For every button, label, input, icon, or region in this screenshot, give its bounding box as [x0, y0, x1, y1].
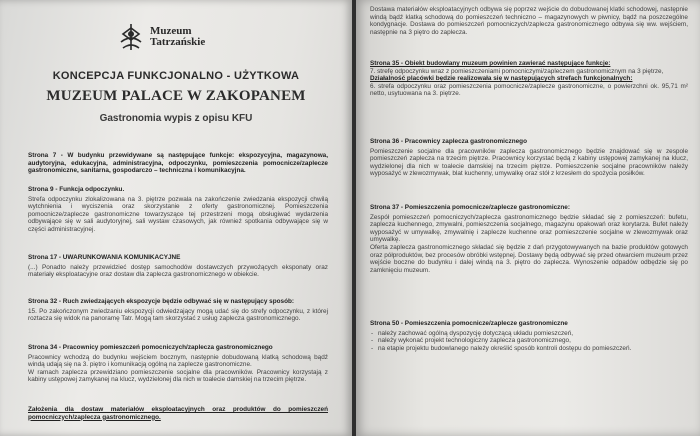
section-heading: Założenia dla dostaw materiałów eksploatacyjnych oraz produktów do pomieszczeń pomocniczych/zaplecza gastronomicznego.	[28, 406, 328, 421]
museum-logo	[118, 22, 205, 52]
section-strona-36	[370, 138, 688, 178]
list-item: - należy wykonać projekt technologiczny zaplecza gastronomicznego,	[378, 337, 688, 345]
section-paragraph: W ramach zaplecza przewidziano pomieszczenie socjalne dla pracowników. Pracownicy korzystają z kabiny ustępowej zamykanej na klucz, wydzielonej dla nich w toalecie damskiej na trzecim piętrze.	[28, 368, 328, 384]
section-heading: Strona 9 - Funkcja odpoczynku.	[28, 186, 125, 193]
document-title-line-1: KONCEPCJA FUNKCJONALNO - UŻYTKOWA	[52, 70, 300, 82]
section-dostawy-continued	[370, 6, 688, 36]
section-heading: Strona 17 - UWARUNKOWANIA KOMUNIKACYJNE	[28, 254, 181, 261]
section-paragraph: 6. strefa odpoczynku oraz pomieszczenia pomocnicze/zaplecze gastronomiczne, o powierzchni ok. 95,71 m² netto, usytuowana na 3. piętrze.	[370, 82, 688, 98]
section-paragraph: Zespół pomieszczeń pomocniczych/zaplecza gastronomicznego będzie składać się z pomieszczeń: bufetu, zaplecza kuchennego, zmywalni, pomieszczenia socjalnego, magazynu opakowań oraz korytarza. Bufet należy wyposażyć w umywalkę, zmywalnię i zaplecze kuchenne oraz pomieszczenie socjalne w zlewozmywak oraz umywalkę.	[370, 213, 688, 244]
logo-emblem-icon	[118, 22, 144, 52]
section-heading: Strona 32 - Ruch zwiedzających ekspozycje będzie odbywać się w następujący sposób:	[28, 298, 295, 305]
section-strona-34	[28, 344, 328, 384]
logo-line-1: Muzeum	[150, 25, 192, 37]
section-heading: Strona 7 - W budynku przewidywane są następujące funkcje: ekspozycyjna, magazynowa, audytoryjna, edukacyjna, administracyjna, odpoczynku, pomieszczenia pomocnicze/zaplecze gastronomiczne, sanitarna, gospodarczo – techniczna i komunikacyjna.	[28, 152, 328, 175]
section-strona-50	[370, 320, 688, 352]
section-paragraph: Pomieszczenie socjalne dla pracowników zaplecza gastronomicznego będzie znajdować się w zespole pomieszczeń zaplecza na trzecim piętrze. Pracownicy korzystać będą z kabiny ustępowej zamykanej na klucz, wydzielonej dla nich w toalecie damskiej na trzecim piętrze. Pomieszczenie socjalne pracowników należy wyposażyć w zlewozmywak, blat kuchenny, umywalkę oraz stół z krzesłem do spożycia posiłków.	[370, 147, 688, 178]
logo-line-2: Tatrzańskie	[150, 36, 206, 48]
section-heading: Strona 37 - Pomieszczenia pomocnicze/zaplecze gastronomiczne:	[370, 204, 570, 211]
section-paragraph: (...) Ponadto należy przewidzieć dostęp samochodów dostawczych przywożących eksponaty oraz materiały eksploatacyjne oraz dostaw dla zaplecza gastronomicznego w obiekcie.	[28, 263, 328, 279]
section-strona-9	[28, 186, 328, 234]
section-paragraph: 7. strefę odpoczynku wraz z pomieszczeniami pomocniczymi/zapleczem gastronomicznym na 3 piętrze,	[370, 67, 664, 75]
section-subheading: Działalność placówki będzie realizowała się w następujących strefach funkcjonalnych:	[370, 75, 633, 83]
section-paragraph: Oferta zaplecza gastronomicznego składać się będzie z dań przygotowywanych na bazie produktów gotowych oraz półproduktów, bez procesów obróbki wstępnej. Dostawy będą odbywać się przed otwarciem muzeum przez wejście boczne do budynku i dalej windą na 3. piętro do zaplecza. Wynoszenie odpadów odbędzie się po zamknięciu muzeum.	[370, 243, 688, 274]
section-strona-32	[28, 298, 328, 323]
section-heading: Strona 50 - Pomieszczenia pomocnicze/zaplecze gastronomiczne	[370, 320, 568, 327]
section-paragraph: Strefa odpoczynku zlokalizowana na 3. piętrze pozwala na zakończenie zwiedzania ekspozycji chwilą wytchnienia i wyciszenia oraz skorzystanie z oferty gastronomicznej. Pomieszczenia pomocnicze/zaplecze gastronomiczne towarzyszące tej przestrzeni mogą obsługiwać wydarzenia odbywające się w sali audytoryjnej, sali wystaw czasowych, jak również spotkania odbywające się w części administracyjnej.	[28, 195, 328, 233]
section-strona-17	[28, 254, 328, 279]
section-strona-35	[370, 60, 688, 98]
right-page	[356, 0, 700, 436]
section-heading: Strona 35 - Obiekt budowlany muzeum powinien zawierać następujące funkcje:	[370, 60, 611, 67]
list-item: - należy zachować ogólną dyspozycję dotyczącą układu pomieszczeń,	[378, 330, 688, 338]
section-strona-37	[370, 204, 688, 274]
document-title-line-2: MUZEUM PALACE W ZAKOPANEM	[46, 88, 306, 104]
section-paragraph: 15. Po zakończonym zwiedzaniu ekspozycji odwiedzający mogą udać się do strefy odpoczynku, z której roztacza się widok na panoramę Tatr. Mogą tam skorzystać z usług zaplecza gastronomicznego.	[28, 307, 328, 323]
section-dostawy-heading	[28, 406, 328, 421]
section-paragraph: Pracownicy wchodzą do budynku wejściem bocznym, następnie dobudowaną klatką schodową bądź windą udają się na 3. piętro i komunikacją ogólną na zaplecze gastronomiczne.	[28, 353, 328, 369]
section-heading: Strona 34 - Pracownicy pomieszczeń pomocniczych/zaplecza gastronomicznego	[28, 344, 273, 351]
section-strona-7	[28, 152, 328, 177]
document-subtitle: Gastronomia wypis z opisu KFU	[99, 113, 253, 124]
section-paragraph: Dostawa materiałów eksploatacyjnych odbywa się poprzez wejście do dobudowanej klatki schodowej, następnie windą bądź klatką schodową do pomieszczeń techniczno – magazynowych w piwnicy, bądź na poszczególne kondygnacje. Dostawa do pomieszczeń pomocniczych/zaplecza gastronomicznego odbywa się ww. wejściem, następnie na 3 piętro do zaplecza.	[370, 6, 688, 36]
list-item: - na etapie projektu budowlanego należy określić sposób kontroli dostępu do pomieszczeń.	[378, 345, 688, 353]
section-heading: Strona 36 - Pracownicy zaplecza gastronomicznego	[370, 138, 527, 145]
